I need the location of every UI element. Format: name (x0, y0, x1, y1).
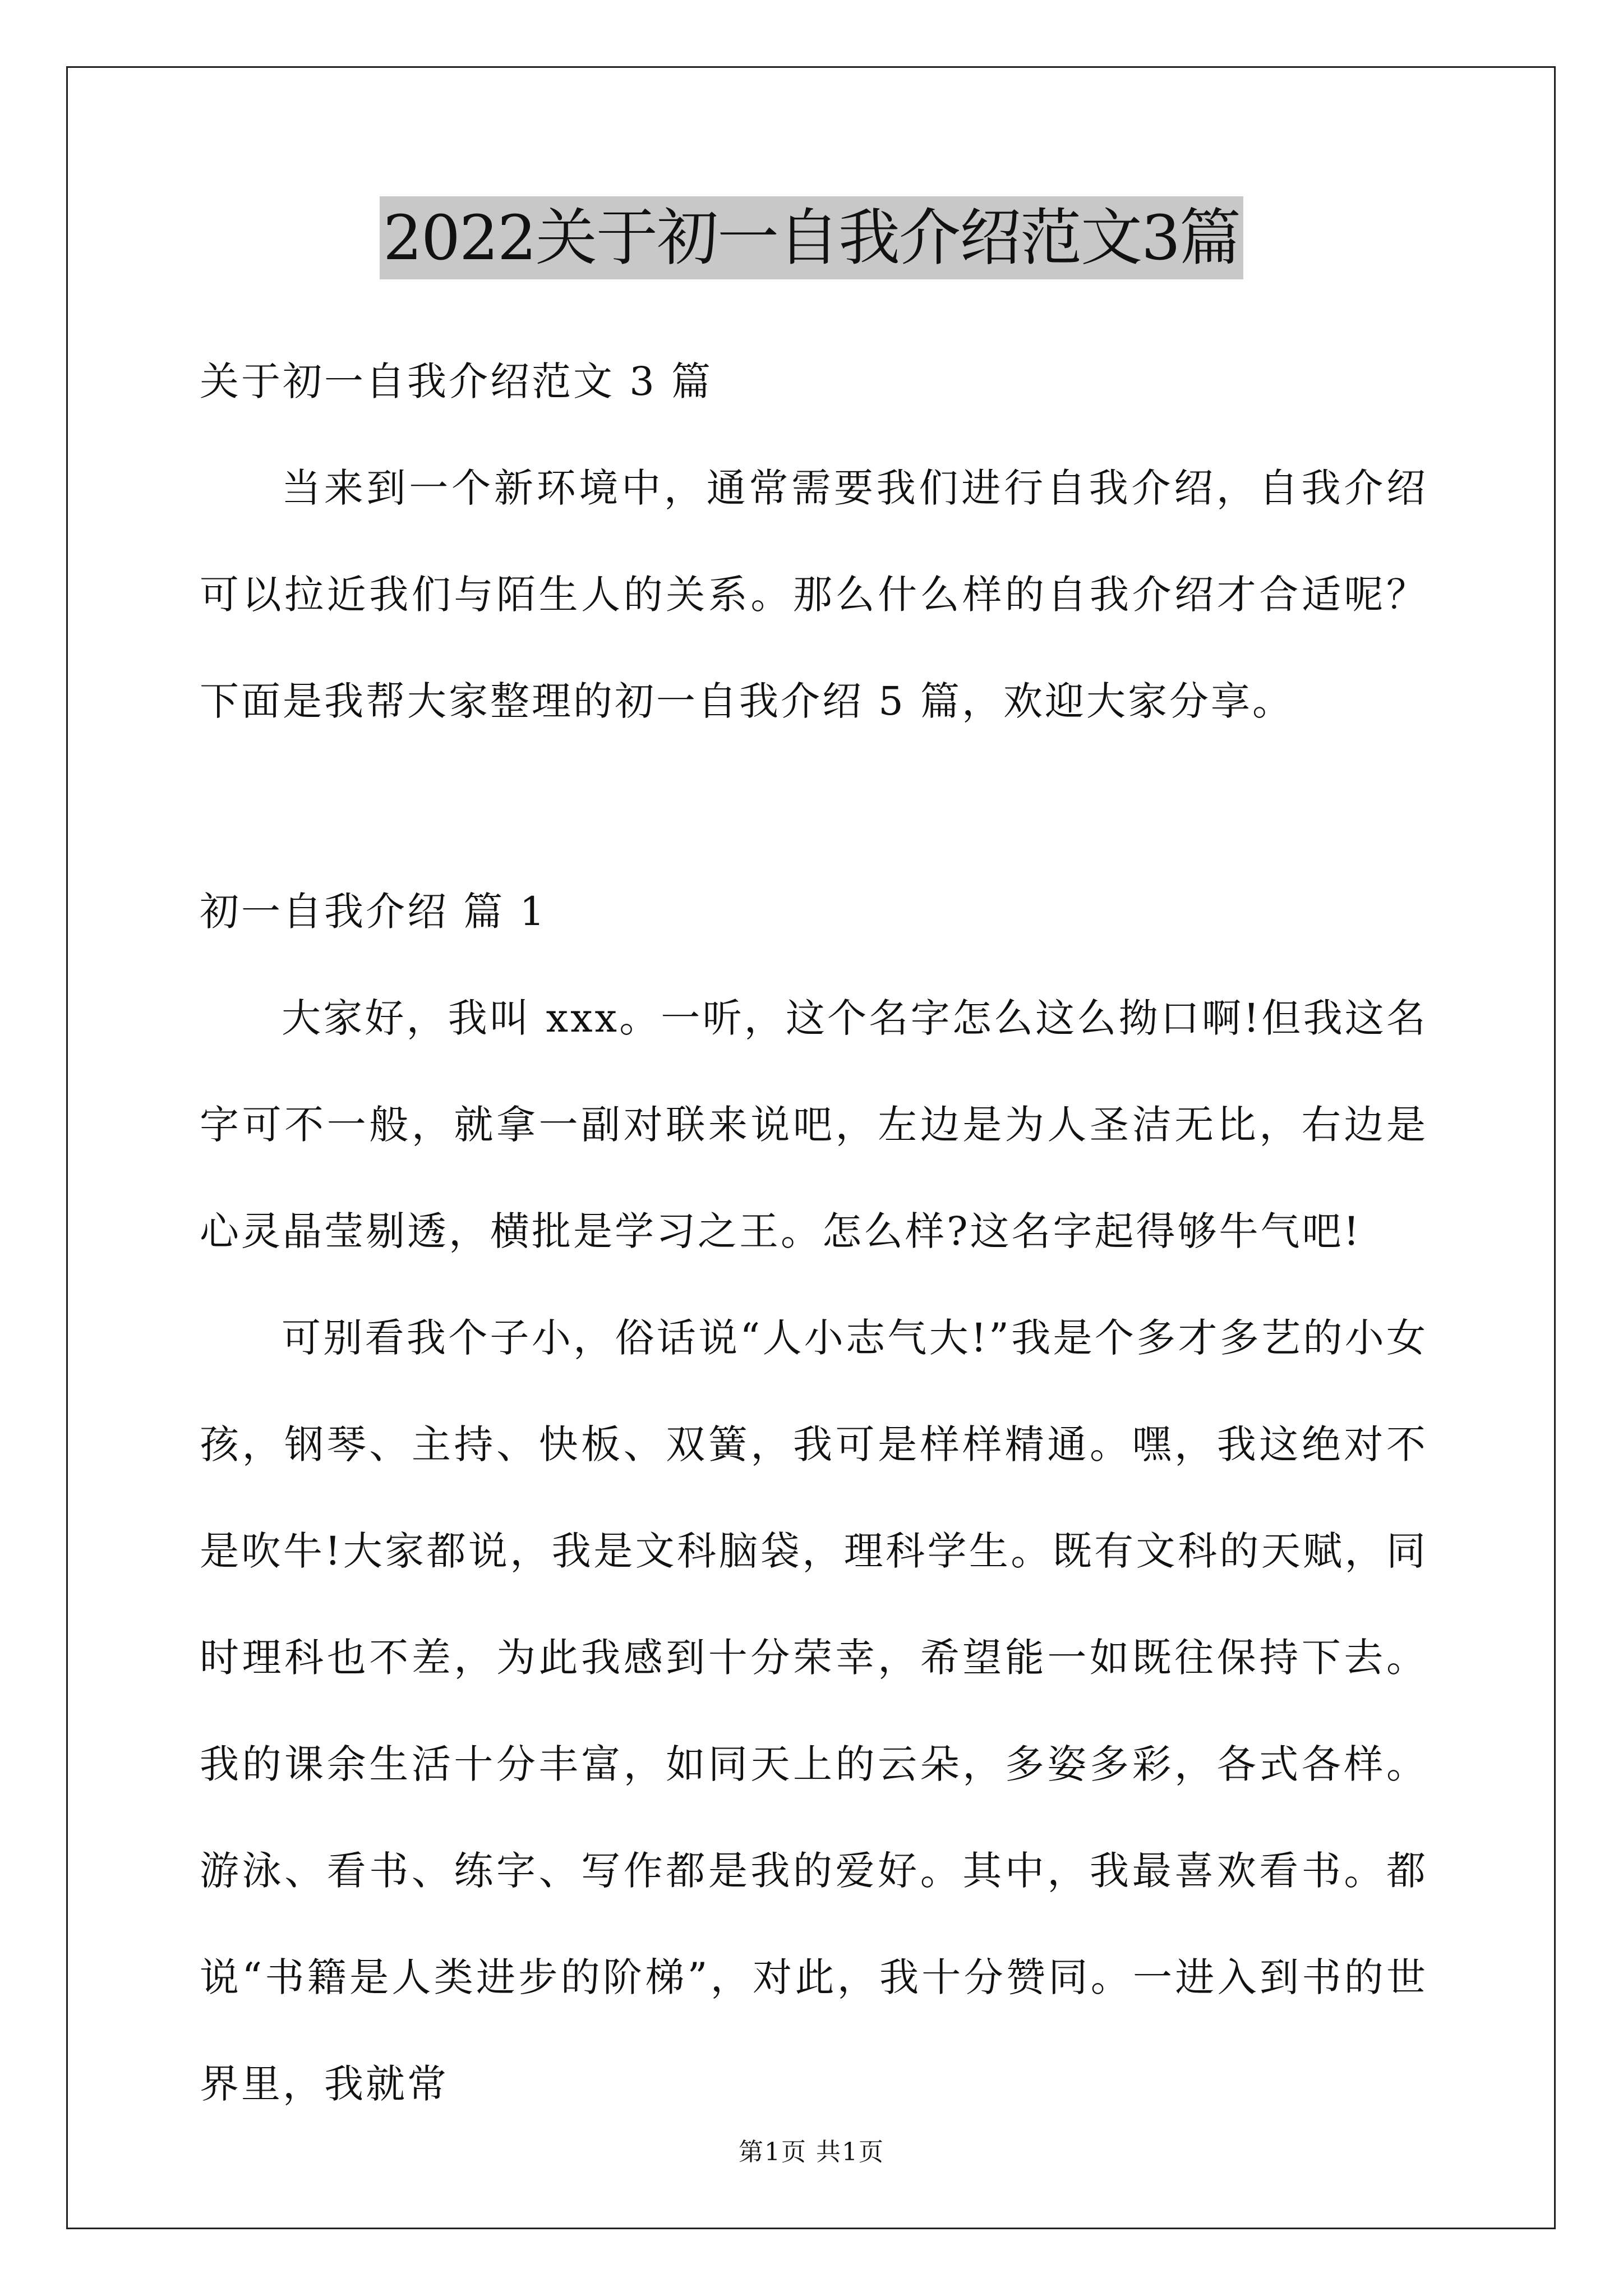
intro-block (200, 435, 1428, 754)
document-title: 2022关于初一自我介绍范文3篇 (380, 196, 1243, 279)
body-paragraph-1: 大家好，我叫 xxx。一听，这个名字怎么这么拗口啊!但我这名字可不一般，就拿一副对联来说吧，左边是为人圣洁无比，右边是心灵晶莹剔透，横批是学习之王。怎么样?这名字起得够牛气吧! (200, 995, 1428, 1254)
section-body (200, 965, 1428, 2137)
page-footer: 第1页 共1页 (739, 2138, 884, 2166)
body-paragraph-2: 可别看我个子小，俗话说“人小志气大!”我是个多才多艺的小女孩，钢琴、主持、快板、双簧，我可是样样精通。嘿，我这绝对不是吹牛!大家都说，我是文科脑袋，理科学生。既有文科的天赋，同时理科也不差，为此我感到十分荣幸，希望能一如既往保持下去。我的课余生活十分丰富，如同天上的云朵，多姿多彩，各式各样。游泳、看书、练字、写作都是我的爱好。其中，我最喜欢看书。都说“书籍是人类进步的阶梯”，对此，我十分赞同。一进入到书的世界里，我就常 (200, 1315, 1428, 2107)
section-heading: 初一自我介绍 篇 1 (200, 889, 547, 935)
document-subtitle: 关于初一自我介绍范文 3 篇 (200, 358, 713, 404)
title-container (0, 196, 1623, 279)
intro-paragraph: 当来到一个新环境中，通常需要我们进行自我介绍，自我介绍可以拉近我们与陌生人的关系。那么什么样的自我介绍才合适呢？下面是我帮大家整理的初一自我介绍 5 篇，欢迎大家分享。 (200, 465, 1428, 724)
